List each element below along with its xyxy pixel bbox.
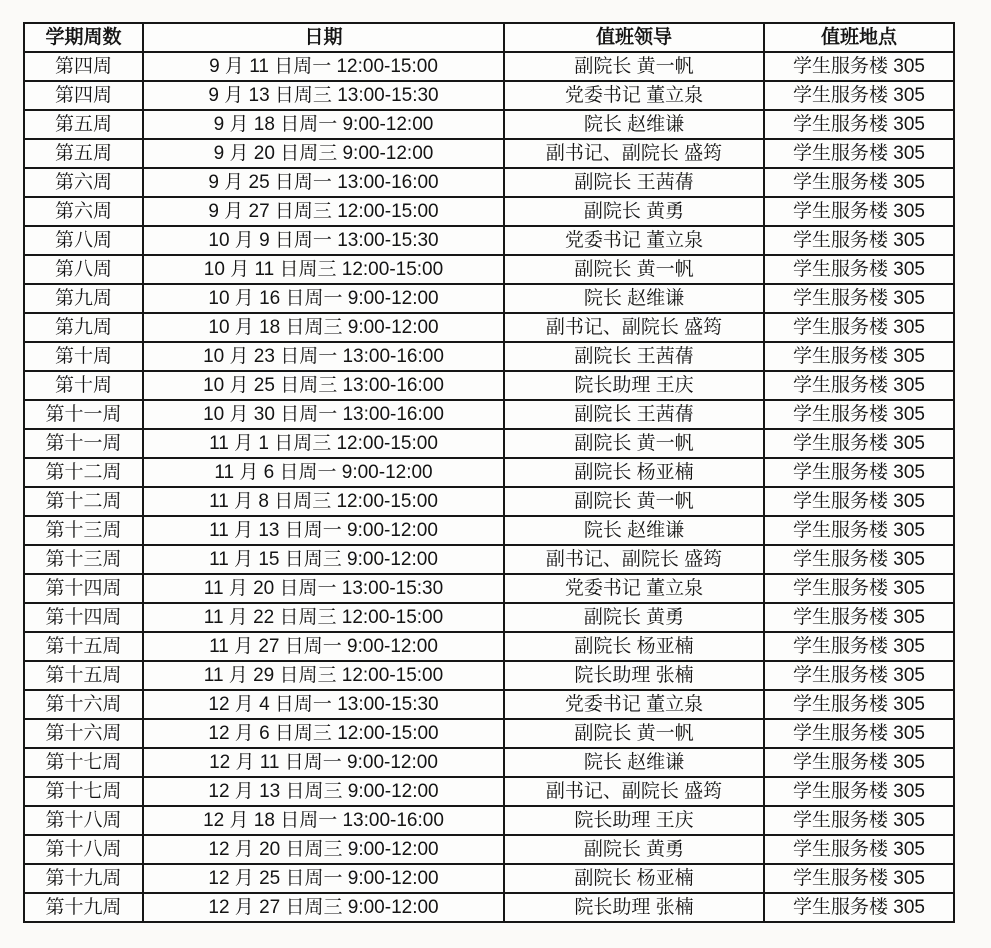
week-cell: 第八周: [24, 226, 143, 255]
schedule-row: [24, 342, 954, 371]
location-cell: 学生服务楼 305: [764, 342, 954, 371]
date-cell: 12 月 18 日周一 13:00-16:00: [143, 806, 504, 835]
location-cell: 学生服务楼 305: [764, 168, 954, 197]
week-cell: 第九周: [24, 313, 143, 342]
date-cell: 12 月 27 日周三 9:00-12:00: [143, 893, 504, 922]
schedule-row: [24, 690, 954, 719]
week-cell: 第九周: [24, 284, 143, 313]
date-cell: 9 月 18 日周一 9:00-12:00: [143, 110, 504, 139]
schedule-row: [24, 371, 954, 400]
header-leader: 值班领导: [504, 23, 764, 52]
leader-cell: 副院长 杨亚楠: [504, 864, 764, 893]
date-cell: 10 月 11 日周三 12:00-15:00: [143, 255, 504, 284]
week-cell: 第八周: [24, 255, 143, 284]
location-cell: 学生服务楼 305: [764, 81, 954, 110]
location-cell: 学生服务楼 305: [764, 661, 954, 690]
location-cell: 学生服务楼 305: [764, 487, 954, 516]
schedule-row: [24, 603, 954, 632]
location-cell: 学生服务楼 305: [764, 226, 954, 255]
week-cell: 第六周: [24, 197, 143, 226]
schedule-row: [24, 748, 954, 777]
schedule-row: [24, 110, 954, 139]
leader-cell: 副书记、副院长 盛筠: [504, 777, 764, 806]
leader-cell: 副院长 杨亚楠: [504, 632, 764, 661]
week-cell: 第四周: [24, 52, 143, 81]
date-cell: 9 月 13 日周三 13:00-15:30: [143, 81, 504, 110]
location-cell: 学生服务楼 305: [764, 516, 954, 545]
location-cell: 学生服务楼 305: [764, 893, 954, 922]
location-cell: 学生服务楼 305: [764, 197, 954, 226]
schedule-row: [24, 835, 954, 864]
date-cell: 11 月 27 日周一 9:00-12:00: [143, 632, 504, 661]
leader-cell: 副院长 黄勇: [504, 603, 764, 632]
schedule-row: [24, 893, 954, 922]
header-week: 学期周数: [24, 23, 143, 52]
schedule-row: [24, 255, 954, 284]
week-cell: 第十一周: [24, 429, 143, 458]
week-cell: 第六周: [24, 168, 143, 197]
schedule-row: [24, 632, 954, 661]
schedule-row: [24, 313, 954, 342]
week-cell: 第十九周: [24, 864, 143, 893]
leader-cell: 副院长 黄一帆: [504, 719, 764, 748]
week-cell: 第十五周: [24, 661, 143, 690]
date-cell: 9 月 20 日周三 9:00-12:00: [143, 139, 504, 168]
leader-cell: 副院长 黄勇: [504, 197, 764, 226]
date-cell: 9 月 27 日周三 12:00-15:00: [143, 197, 504, 226]
date-cell: 10 月 25 日周三 13:00-16:00: [143, 371, 504, 400]
week-cell: 第四周: [24, 81, 143, 110]
location-cell: 学生服务楼 305: [764, 458, 954, 487]
week-cell: 第十四周: [24, 603, 143, 632]
leader-cell: 副院长 黄一帆: [504, 487, 764, 516]
week-cell: 第十四周: [24, 574, 143, 603]
schedule-row: [24, 81, 954, 110]
week-cell: 第十五周: [24, 632, 143, 661]
week-cell: 第十二周: [24, 458, 143, 487]
week-cell: 第十八周: [24, 806, 143, 835]
location-cell: 学生服务楼 305: [764, 719, 954, 748]
date-cell: 11 月 13 日周一 9:00-12:00: [143, 516, 504, 545]
leader-cell: 副院长 黄一帆: [504, 429, 764, 458]
location-cell: 学生服务楼 305: [764, 574, 954, 603]
location-cell: 学生服务楼 305: [764, 690, 954, 719]
location-cell: 学生服务楼 305: [764, 748, 954, 777]
schedule-row: [24, 168, 954, 197]
location-cell: 学生服务楼 305: [764, 545, 954, 574]
location-cell: 学生服务楼 305: [764, 429, 954, 458]
schedule-row: [24, 545, 954, 574]
week-cell: 第十九周: [24, 893, 143, 922]
date-cell: 11 月 1 日周三 12:00-15:00: [143, 429, 504, 458]
date-cell: 10 月 16 日周一 9:00-12:00: [143, 284, 504, 313]
leader-cell: 院长 赵维谦: [504, 110, 764, 139]
schedule-row: [24, 661, 954, 690]
leader-cell: 副院长 王茜蒨: [504, 342, 764, 371]
schedule-row: [24, 429, 954, 458]
date-cell: 11 月 6 日周一 9:00-12:00: [143, 458, 504, 487]
location-cell: 学生服务楼 305: [764, 603, 954, 632]
week-cell: 第十六周: [24, 719, 143, 748]
schedule-row: [24, 777, 954, 806]
leader-cell: 副院长 王茜蒨: [504, 400, 764, 429]
week-cell: 第十八周: [24, 835, 143, 864]
schedule-row: [24, 806, 954, 835]
leader-cell: 副院长 王茜蒨: [504, 168, 764, 197]
schedule-row: [24, 864, 954, 893]
schedule-body: [24, 52, 954, 922]
location-cell: 学生服务楼 305: [764, 777, 954, 806]
schedule-row: [24, 52, 954, 81]
date-cell: 10 月 18 日周三 9:00-12:00: [143, 313, 504, 342]
leader-cell: 院长 赵维谦: [504, 748, 764, 777]
week-cell: 第十一周: [24, 400, 143, 429]
week-cell: 第五周: [24, 139, 143, 168]
schedule-row: [24, 458, 954, 487]
header-row: [24, 23, 954, 52]
schedule-row: [24, 516, 954, 545]
date-cell: 12 月 25 日周一 9:00-12:00: [143, 864, 504, 893]
leader-cell: 副院长 黄一帆: [504, 52, 764, 81]
week-cell: 第十三周: [24, 545, 143, 574]
location-cell: 学生服务楼 305: [764, 255, 954, 284]
leader-cell: 院长助理 王庆: [504, 371, 764, 400]
week-cell: 第十周: [24, 371, 143, 400]
date-cell: 11 月 22 日周三 12:00-15:00: [143, 603, 504, 632]
location-cell: 学生服务楼 305: [764, 371, 954, 400]
date-cell: 11 月 15 日周三 9:00-12:00: [143, 545, 504, 574]
location-cell: 学生服务楼 305: [764, 400, 954, 429]
leader-cell: 副院长 黄一帆: [504, 255, 764, 284]
date-cell: 9 月 25 日周一 13:00-16:00: [143, 168, 504, 197]
location-cell: 学生服务楼 305: [764, 835, 954, 864]
header-location: 值班地点: [764, 23, 954, 52]
date-cell: 12 月 13 日周三 9:00-12:00: [143, 777, 504, 806]
leader-cell: 副书记、副院长 盛筠: [504, 545, 764, 574]
leader-cell: 副书记、副院长 盛筠: [504, 313, 764, 342]
location-cell: 学生服务楼 305: [764, 284, 954, 313]
schedule-row: [24, 400, 954, 429]
schedule-row: [24, 197, 954, 226]
week-cell: 第十三周: [24, 516, 143, 545]
schedule-row: [24, 719, 954, 748]
schedule-row: [24, 574, 954, 603]
location-cell: 学生服务楼 305: [764, 806, 954, 835]
date-cell: 9 月 11 日周一 12:00-15:00: [143, 52, 504, 81]
leader-cell: 党委书记 董立泉: [504, 81, 764, 110]
date-cell: 10 月 9 日周一 13:00-15:30: [143, 226, 504, 255]
date-cell: 12 月 11 日周一 9:00-12:00: [143, 748, 504, 777]
leader-cell: 院长 赵维谦: [504, 284, 764, 313]
date-cell: 10 月 30 日周一 13:00-16:00: [143, 400, 504, 429]
date-cell: 11 月 8 日周三 12:00-15:00: [143, 487, 504, 516]
week-cell: 第十六周: [24, 690, 143, 719]
week-cell: 第十周: [24, 342, 143, 371]
header-date: 日期: [143, 23, 504, 52]
date-cell: 12 月 4 日周一 13:00-15:30: [143, 690, 504, 719]
location-cell: 学生服务楼 305: [764, 632, 954, 661]
leader-cell: 副院长 黄勇: [504, 835, 764, 864]
location-cell: 学生服务楼 305: [764, 313, 954, 342]
leader-cell: 院长助理 王庆: [504, 806, 764, 835]
date-cell: 12 月 6 日周三 12:00-15:00: [143, 719, 504, 748]
schedule-row: [24, 487, 954, 516]
location-cell: 学生服务楼 305: [764, 139, 954, 168]
schedule-row: [24, 139, 954, 168]
week-cell: 第五周: [24, 110, 143, 139]
leader-cell: 院长助理 张楠: [504, 661, 764, 690]
location-cell: 学生服务楼 305: [764, 52, 954, 81]
schedule-row: [24, 284, 954, 313]
schedule-row: [24, 226, 954, 255]
week-cell: 第十七周: [24, 748, 143, 777]
week-cell: 第十二周: [24, 487, 143, 516]
leader-cell: 党委书记 董立泉: [504, 690, 764, 719]
date-cell: 10 月 23 日周一 13:00-16:00: [143, 342, 504, 371]
leader-cell: 院长 赵维谦: [504, 516, 764, 545]
location-cell: 学生服务楼 305: [764, 110, 954, 139]
date-cell: 11 月 20 日周一 13:00-15:30: [143, 574, 504, 603]
date-cell: 11 月 29 日周三 12:00-15:00: [143, 661, 504, 690]
location-cell: 学生服务楼 305: [764, 864, 954, 893]
leader-cell: 党委书记 董立泉: [504, 574, 764, 603]
week-cell: 第十七周: [24, 777, 143, 806]
date-cell: 12 月 20 日周三 9:00-12:00: [143, 835, 504, 864]
duty-schedule-table: [23, 22, 955, 923]
leader-cell: 副院长 杨亚楠: [504, 458, 764, 487]
leader-cell: 党委书记 董立泉: [504, 226, 764, 255]
leader-cell: 副书记、副院长 盛筠: [504, 139, 764, 168]
leader-cell: 院长助理 张楠: [504, 893, 764, 922]
